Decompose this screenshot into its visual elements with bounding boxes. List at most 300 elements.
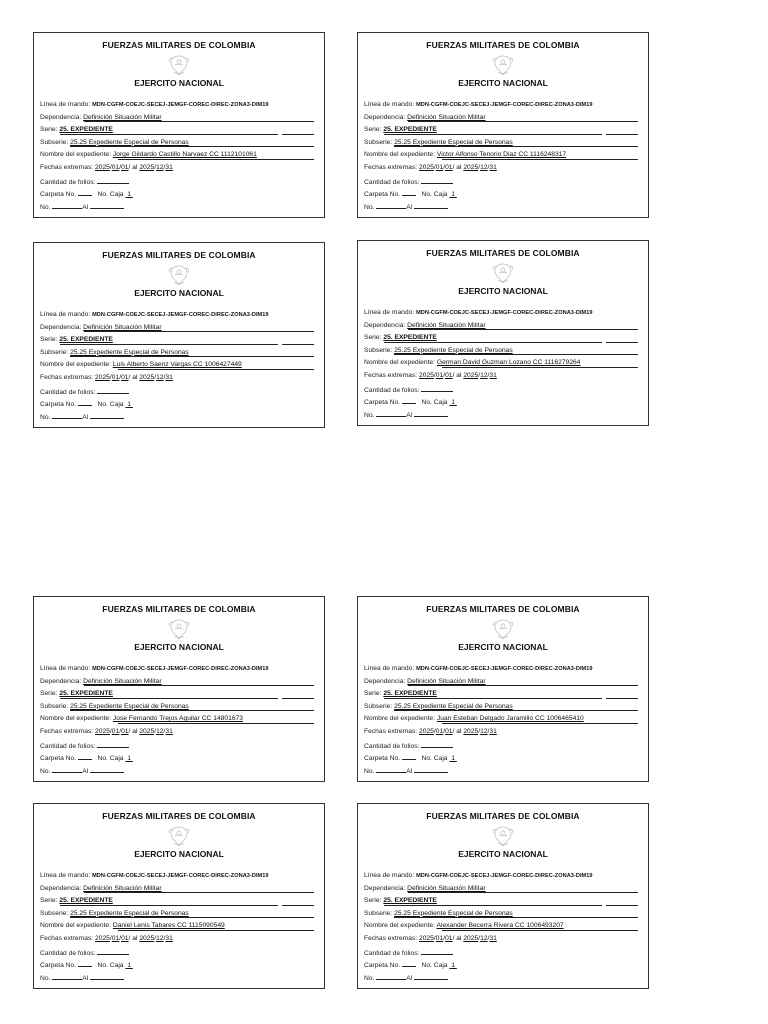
caja-label: No. Caja xyxy=(97,401,124,409)
fechas-row: Fechas extremas: 2025/01/01/ al 2025/12/31 xyxy=(40,727,173,735)
caja-value xyxy=(449,962,456,969)
carpeta-blank xyxy=(402,751,416,760)
label-fields xyxy=(40,99,316,212)
no-label: No. xyxy=(40,974,51,982)
linea-label: Línea de mando: xyxy=(40,101,91,108)
coat-of-arms-seal xyxy=(166,53,192,79)
dependencia-line xyxy=(408,121,638,122)
dependencia-row xyxy=(40,322,316,335)
caja-number: 1 xyxy=(127,962,131,970)
caja-number: 1 xyxy=(451,399,455,407)
nombre-label: Nombre del expediente: xyxy=(364,922,436,930)
no-blank xyxy=(376,971,406,980)
dependencia-row xyxy=(364,883,640,896)
dependencia-label: Dependencia: xyxy=(40,884,82,892)
unit-heading: EJERCITO NACIONAL xyxy=(134,642,224,652)
linea-value: MDN-CGFM-COEJC-SECEJ-JEMGF-COREC-DIREC-ZONA3-DIM19 xyxy=(92,312,269,318)
fecha-fin-month: 12 xyxy=(480,163,488,171)
dependencia-label: Dependencia: xyxy=(364,113,406,121)
cantidad-row xyxy=(364,946,640,959)
nombre-label: Nombre del expediente: xyxy=(40,151,112,159)
unit-heading: EJERCITO NACIONAL xyxy=(134,288,224,298)
fechas-al-label: al xyxy=(456,163,462,171)
al-label: Al xyxy=(406,974,413,982)
label-fields xyxy=(364,307,640,420)
coat-of-arms-seal xyxy=(490,53,516,79)
dependencia-value: Definición Situación Militar xyxy=(407,677,486,685)
serie-line-2 xyxy=(282,134,314,135)
archive-label-card xyxy=(33,242,325,428)
fechas-al-label: al xyxy=(456,934,462,942)
carpeta-blank xyxy=(78,187,92,196)
fecha-inicio-year: 2025 xyxy=(419,163,434,171)
fecha-fin-month: 12 xyxy=(156,373,164,381)
serie-row xyxy=(364,895,640,908)
fecha-inicio-month: 01 xyxy=(435,934,444,942)
serie-label: Serie: xyxy=(364,334,382,342)
fecha-fin-month: 12 xyxy=(156,163,164,171)
subserie-line xyxy=(70,710,314,711)
fechas-row: Fechas extremas: 2025/01/01/ al 2025/12/31 xyxy=(40,373,173,381)
al-label: Al xyxy=(406,411,413,419)
label-fields xyxy=(364,99,640,212)
fechas-row: Fechas extremas: 2025/01/01/ al 2025/12/31 xyxy=(40,934,173,942)
serie-line xyxy=(60,698,278,699)
al-blank xyxy=(414,764,448,773)
caja-number: 1 xyxy=(451,962,455,970)
org-heading: FUERZAS MILITARES DE COLOMBIA xyxy=(102,40,256,50)
nombre-line xyxy=(118,159,314,160)
dependencia-label: Dependencia: xyxy=(364,884,406,892)
cantidad-label: Cantidad de folios: xyxy=(40,742,96,750)
linea-value: MDN-CGFM-COEJC-SECEJ-JEMGF-COREC-DIREC-ZONA3-DIM19 xyxy=(416,666,593,672)
subserie-row xyxy=(364,137,640,150)
al-blank xyxy=(90,200,124,209)
nombre-row xyxy=(40,920,316,933)
coat-of-arms-seal xyxy=(166,824,192,850)
caja-label: No. Caja xyxy=(97,191,124,199)
dependencia-line xyxy=(84,892,314,893)
subserie-row xyxy=(40,908,316,921)
serie-row xyxy=(40,334,316,347)
dependencia-label: Dependencia: xyxy=(364,677,406,685)
nombre-line xyxy=(442,159,638,160)
fecha-fin-year: 2025 xyxy=(139,934,155,942)
fechas-label: Fechas extremas: xyxy=(364,163,418,171)
linea-row xyxy=(40,663,316,676)
rango-row xyxy=(40,764,316,777)
linea-label: Línea de mando: xyxy=(364,872,415,879)
no-blank xyxy=(52,410,82,419)
nombre-line xyxy=(442,367,638,368)
serie-line xyxy=(60,344,278,345)
nombre-value: Jose Fernando Trejos Aguilar CC 14801673 xyxy=(112,715,243,723)
carpeta-row xyxy=(40,958,316,971)
al-blank xyxy=(414,408,448,417)
carpeta-label: Carpeta No. xyxy=(364,962,401,970)
cantidad-label: Cantidad de folios: xyxy=(364,742,420,750)
carpeta-label: Carpeta No. xyxy=(40,401,77,409)
dependencia-label: Dependencia: xyxy=(40,323,82,331)
label-fields xyxy=(364,870,640,983)
fecha-inicio-year: 2025 xyxy=(95,163,110,171)
al-label: Al xyxy=(82,203,89,211)
dependencia-label: Dependencia: xyxy=(364,321,406,329)
nombre-line xyxy=(118,930,314,931)
org-heading: FUERZAS MILITARES DE COLOMBIA xyxy=(102,250,256,260)
carpeta-label: Carpeta No. xyxy=(40,191,77,199)
carpeta-blank xyxy=(402,958,416,967)
nombre-label: Nombre del expediente: xyxy=(40,715,112,723)
fecha-fin-day: 31 xyxy=(165,163,173,171)
carpeta-label: Carpeta No. xyxy=(40,755,77,763)
serie-line-2 xyxy=(282,698,314,699)
fecha-inicio-year: 2025 xyxy=(419,371,434,379)
caja-value xyxy=(449,399,456,406)
fechas-label: Fechas extremas: xyxy=(40,727,94,735)
subserie-row xyxy=(364,701,640,714)
linea-value: MDN-CGFM-COEJC-SECEJ-JEMGF-COREC-DIREC-ZONA3-DIM19 xyxy=(416,873,593,879)
fechas-row: Fechas extremas: 2025/01/01/ al 2025/12/31 xyxy=(364,727,497,735)
unit-heading: EJERCITO NACIONAL xyxy=(134,78,224,88)
cantidad-blank xyxy=(97,385,129,394)
subserie-row xyxy=(364,908,640,921)
dependencia-value: Definición Situación Militar xyxy=(407,321,486,329)
subserie-row xyxy=(40,701,316,714)
al-label: Al xyxy=(82,413,89,421)
coat-of-arms-seal xyxy=(166,263,192,289)
nombre-label: Nombre del expediente: xyxy=(40,922,112,930)
fecha-fin-year: 2025 xyxy=(463,163,479,171)
cantidad-label: Cantidad de folios: xyxy=(40,388,96,396)
caja-number: 1 xyxy=(451,191,455,199)
caja-label: No. Caja xyxy=(97,962,124,970)
cantidad-blank xyxy=(97,946,129,955)
cantidad-blank xyxy=(97,739,129,748)
rango-row xyxy=(364,408,640,421)
subserie-line xyxy=(70,146,314,147)
serie-label: Serie: xyxy=(364,897,382,905)
caja-label: No. Caja xyxy=(97,755,124,763)
dependencia-line xyxy=(84,331,314,332)
serie-row xyxy=(364,688,640,701)
nombre-line xyxy=(442,723,638,724)
fecha-fin-year: 2025 xyxy=(463,934,479,942)
subserie-value: 25.25 Expediente Especial de Personas xyxy=(394,702,513,710)
carpeta-label: Carpeta No. xyxy=(364,755,401,763)
serie-line xyxy=(384,342,602,343)
cantidad-row xyxy=(364,175,640,188)
org-heading: FUERZAS MILITARES DE COLOMBIA xyxy=(426,604,580,614)
nombre-value: German David Guzman Lozano CC 1116279264 xyxy=(436,359,581,367)
fecha-fin-month: 12 xyxy=(156,934,164,942)
coat-of-arms-seal xyxy=(490,261,516,287)
carpeta-blank xyxy=(78,397,92,406)
no-blank xyxy=(52,764,82,773)
fecha-fin-year: 2025 xyxy=(139,373,155,381)
fechas-al-label: al xyxy=(132,373,138,381)
subserie-line xyxy=(394,710,638,711)
nombre-line xyxy=(442,930,638,931)
linea-value: MDN-CGFM-COEJC-SECEJ-JEMGF-COREC-DIREC-ZONA3-DIM19 xyxy=(92,666,269,672)
fecha-inicio-day: 01 xyxy=(121,373,129,381)
rango-row xyxy=(40,200,316,213)
al-blank xyxy=(90,971,124,980)
archive-label-card xyxy=(33,596,325,782)
fecha-inicio-month: 01 xyxy=(111,373,120,381)
caja-value xyxy=(125,401,132,408)
subserie-line xyxy=(70,356,314,357)
subserie-label: Subserie: xyxy=(364,909,393,917)
no-blank xyxy=(376,200,406,209)
fecha-inicio-month: 01 xyxy=(111,727,120,735)
linea-row xyxy=(40,309,316,322)
unit-heading: EJERCITO NACIONAL xyxy=(458,286,548,296)
al-blank xyxy=(90,764,124,773)
linea-value: MDN-CGFM-COEJC-SECEJ-JEMGF-COREC-DIREC-ZONA3-DIM19 xyxy=(92,102,269,108)
cantidad-row xyxy=(40,385,316,398)
nombre-line xyxy=(118,723,314,724)
dependencia-value: Definición Situación Militar xyxy=(83,113,162,121)
org-heading: FUERZAS MILITARES DE COLOMBIA xyxy=(426,248,580,258)
subserie-row xyxy=(40,137,316,150)
fechas-al-label: al xyxy=(456,371,462,379)
no-label: No. xyxy=(364,411,375,419)
serie-line xyxy=(384,905,602,906)
serie-line-2 xyxy=(606,698,638,699)
fecha-fin-month: 12 xyxy=(480,727,488,735)
serie-value: 25. EXPEDIENTE xyxy=(383,897,437,905)
subserie-value: 25.25 Expediente Especial de Personas xyxy=(70,909,189,917)
archive-label-card xyxy=(357,596,649,782)
fecha-inicio-year: 2025 xyxy=(419,934,434,942)
fecha-fin-month: 12 xyxy=(156,727,164,735)
serie-label: Serie: xyxy=(40,336,58,344)
fecha-inicio-month: 01 xyxy=(111,934,120,942)
carpeta-row xyxy=(364,958,640,971)
dependencia-label: Dependencia: xyxy=(40,113,82,121)
linea-row xyxy=(364,307,640,320)
nombre-row xyxy=(40,149,316,162)
cantidad-blank xyxy=(421,739,453,748)
no-label: No. xyxy=(364,974,375,982)
nombre-label: Nombre del expediente: xyxy=(364,359,436,367)
fechas-al-label: al xyxy=(132,934,138,942)
nombre-row xyxy=(40,359,316,372)
fecha-fin-day: 31 xyxy=(489,163,497,171)
serie-line xyxy=(60,905,278,906)
nombre-label: Nombre del expediente: xyxy=(364,151,436,159)
fecha-inicio-month: 01 xyxy=(435,371,444,379)
al-blank xyxy=(90,410,124,419)
serie-label: Serie: xyxy=(364,690,382,698)
caja-number: 1 xyxy=(127,401,131,409)
cantidad-blank xyxy=(421,175,453,184)
fecha-fin-day: 31 xyxy=(489,727,497,735)
fechas-row: Fechas extremas: 2025/01/01/ al 2025/12/31 xyxy=(364,371,497,379)
serie-value: 25. EXPEDIENTE xyxy=(59,126,113,134)
rango-row xyxy=(40,410,316,423)
cantidad-label: Cantidad de folios: xyxy=(40,949,96,957)
nombre-label: Nombre del expediente: xyxy=(364,715,436,723)
nombre-value: Juan Esteban Delgado Jaramillo CC 1006465410 xyxy=(436,715,584,723)
fecha-fin-day: 31 xyxy=(489,934,497,942)
coat-of-arms-seal xyxy=(490,824,516,850)
fecha-inicio-day: 01 xyxy=(445,163,453,171)
linea-value: MDN-CGFM-COEJC-SECEJ-JEMGF-COREC-DIREC-ZONA3-DIM19 xyxy=(416,102,593,108)
rango-row xyxy=(364,200,640,213)
subserie-value: 25.25 Expediente Especial de Personas xyxy=(394,346,513,354)
carpeta-blank xyxy=(78,751,92,760)
org-heading: FUERZAS MILITARES DE COLOMBIA xyxy=(102,604,256,614)
no-label: No. xyxy=(40,767,51,775)
subserie-label: Subserie: xyxy=(364,138,393,146)
unit-heading: EJERCITO NACIONAL xyxy=(458,849,548,859)
caja-number: 1 xyxy=(127,191,131,199)
serie-value: 25. EXPEDIENTE xyxy=(383,334,437,342)
dependencia-row xyxy=(40,883,316,896)
linea-label: Línea de mando: xyxy=(40,665,91,672)
rango-row xyxy=(364,971,640,984)
linea-row xyxy=(364,870,640,883)
no-label: No. xyxy=(364,203,375,211)
fechas-label: Fechas extremas: xyxy=(40,163,94,171)
label-fields xyxy=(40,663,316,776)
unit-heading: EJERCITO NACIONAL xyxy=(134,849,224,859)
al-label: Al xyxy=(406,767,413,775)
serie-line-2 xyxy=(282,905,314,906)
caja-label: No. Caja xyxy=(421,191,448,199)
dependencia-value: Definición Situación Militar xyxy=(83,884,162,892)
al-blank xyxy=(414,971,448,980)
dependencia-line xyxy=(408,892,638,893)
rango-row xyxy=(364,764,640,777)
dependencia-line xyxy=(84,685,314,686)
serie-value: 25. EXPEDIENTE xyxy=(59,690,113,698)
cantidad-row xyxy=(40,946,316,959)
label-fields xyxy=(40,309,316,422)
cantidad-blank xyxy=(97,175,129,184)
fecha-inicio-day: 01 xyxy=(445,371,453,379)
subserie-row xyxy=(364,345,640,358)
fechas-label: Fechas extremas: xyxy=(364,727,418,735)
subserie-row xyxy=(40,347,316,360)
fecha-inicio-year: 2025 xyxy=(95,373,110,381)
subserie-label: Subserie: xyxy=(40,348,69,356)
caja-label: No. Caja xyxy=(421,399,448,407)
subserie-value: 25.25 Expediente Especial de Personas xyxy=(394,909,513,917)
caja-value xyxy=(125,962,132,969)
linea-row xyxy=(40,870,316,883)
dependencia-value: Definición Situación Militar xyxy=(83,323,162,331)
fecha-inicio-day: 01 xyxy=(121,163,129,171)
linea-label: Línea de mando: xyxy=(364,101,415,108)
carpeta-blank xyxy=(402,187,416,196)
serie-line xyxy=(384,698,602,699)
al-label: Al xyxy=(82,767,89,775)
nombre-row xyxy=(364,357,640,370)
no-label: No. xyxy=(364,767,375,775)
dependencia-row xyxy=(364,112,640,125)
serie-row xyxy=(364,332,640,345)
nombre-value: Jorge Gildardo Castillo Narvaez CC 1112101061 xyxy=(112,151,257,159)
cantidad-blank xyxy=(421,946,453,955)
al-label: Al xyxy=(82,974,89,982)
nombre-label: Nombre del expediente: xyxy=(40,361,112,369)
subserie-line xyxy=(394,146,638,147)
dependencia-line xyxy=(408,685,638,686)
nombre-row xyxy=(364,149,640,162)
nombre-row xyxy=(40,713,316,726)
org-heading: FUERZAS MILITARES DE COLOMBIA xyxy=(426,40,580,50)
serie-value: 25. EXPEDIENTE xyxy=(59,336,113,344)
fecha-inicio-month: 01 xyxy=(435,163,444,171)
subserie-label: Subserie: xyxy=(40,909,69,917)
serie-row xyxy=(364,124,640,137)
nombre-value: Alexander Becerra Rivera CC 1006493207 xyxy=(436,922,564,930)
rango-row xyxy=(40,971,316,984)
serie-row xyxy=(40,688,316,701)
fechas-al-label: al xyxy=(132,163,138,171)
coat-of-arms-seal xyxy=(490,617,516,643)
archive-label-card xyxy=(33,803,325,989)
caja-number: 1 xyxy=(451,755,455,763)
serie-line-2 xyxy=(606,134,638,135)
cantidad-row xyxy=(40,739,316,752)
fecha-fin-year: 2025 xyxy=(139,163,155,171)
fecha-fin-day: 31 xyxy=(489,371,497,379)
cantidad-label: Cantidad de folios: xyxy=(364,386,420,394)
nombre-value: Luis Alberto Saenz Vargas CC 1006427449 xyxy=(112,361,242,369)
fechas-label: Fechas extremas: xyxy=(40,373,94,381)
fechas-label: Fechas extremas: xyxy=(364,934,418,942)
cantidad-label: Cantidad de folios: xyxy=(364,178,420,186)
al-blank xyxy=(414,200,448,209)
caja-number: 1 xyxy=(127,755,131,763)
carpeta-blank xyxy=(78,958,92,967)
linea-value: MDN-CGFM-COEJC-SECEJ-JEMGF-COREC-DIREC-ZONA3-DIM19 xyxy=(92,873,269,879)
serie-label: Serie: xyxy=(40,897,58,905)
subserie-line xyxy=(394,917,638,918)
fecha-fin-year: 2025 xyxy=(139,727,155,735)
subserie-value: 25.25 Expediente Especial de Personas xyxy=(394,138,513,146)
archive-label-card xyxy=(357,240,649,426)
unit-heading: EJERCITO NACIONAL xyxy=(458,78,548,88)
serie-value: 25. EXPEDIENTE xyxy=(383,126,437,134)
archive-label-card xyxy=(357,32,649,218)
subserie-value: 25.25 Expediente Especial de Personas xyxy=(70,702,189,710)
no-blank xyxy=(376,408,406,417)
serie-label: Serie: xyxy=(40,126,58,134)
coat-of-arms-seal xyxy=(166,617,192,643)
serie-line xyxy=(384,134,602,135)
fecha-inicio-year: 2025 xyxy=(419,727,434,735)
nombre-line xyxy=(118,369,314,370)
fecha-fin-day: 31 xyxy=(165,727,173,735)
nombre-row xyxy=(364,713,640,726)
fecha-fin-year: 2025 xyxy=(463,727,479,735)
subserie-label: Subserie: xyxy=(40,138,69,146)
no-label: No. xyxy=(40,413,51,421)
fechas-row: Fechas extremas: 2025/01/01/ al 2025/12/31 xyxy=(364,163,497,171)
linea-label: Línea de mando: xyxy=(40,311,91,318)
nombre-row xyxy=(364,920,640,933)
cantidad-blank xyxy=(421,383,453,392)
linea-row xyxy=(364,99,640,112)
archive-label-card xyxy=(33,32,325,218)
caja-value xyxy=(125,191,132,198)
caja-value xyxy=(449,191,456,198)
